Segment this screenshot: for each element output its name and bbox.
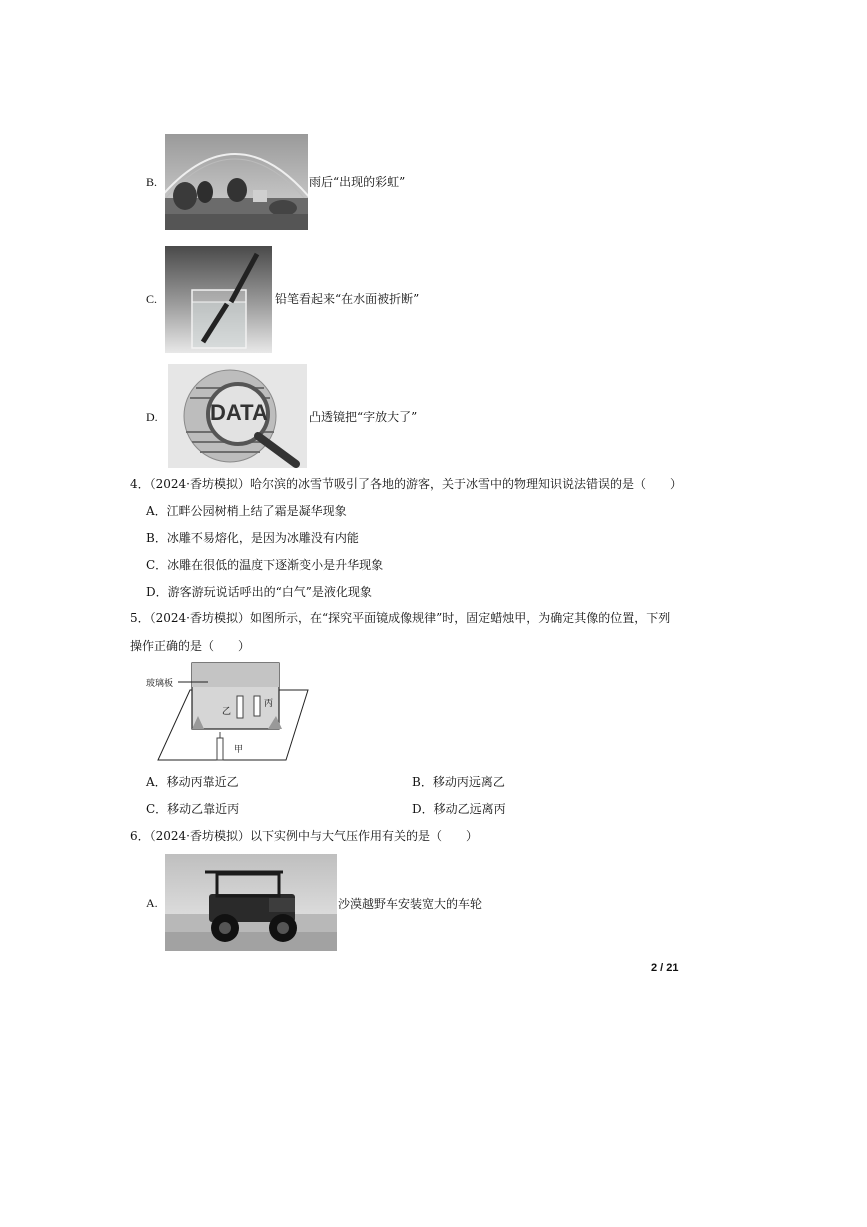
page-number: 2 / 21 [651,962,679,974]
label-yi: 乙 [222,707,232,717]
label-bing: 丙 [264,699,274,709]
q6-stem: 6．（2024·香坊模拟）以下实例中与大气压作用有关的是（ ） [130,829,478,843]
magnifier-word: DATA [210,400,268,425]
q5-option-a: A．移动丙靠近乙 [146,775,239,789]
desert-offroad-vehicle-image [165,854,337,951]
q5-stem-line1: 5．（2024·香坊模拟）如图所示，在“探究平面镜成像规律”时，固定蜡烛甲，为确定其像的位置，下列 [130,611,671,625]
q4-option-a: A．江畔公园树梢上结了霜是凝华现象 [146,504,347,518]
q4-option-d: D．游客游玩说话呼出的“白气”是液化现象 [146,585,372,599]
q3-option-c-text: 铅笔看起来“在水面被折断” [275,292,420,306]
q5-option-d: D．移动乙远离丙 [412,802,506,816]
q3-option-b-letter: B. [146,175,158,189]
q6-option-a-text: 沙漠越野车安装宽大的车轮 [338,897,483,911]
magnifier-data-image [168,364,307,468]
q6-option-a-letter: A. [146,896,158,910]
q4-stem: 4．（2024·香坊模拟）哈尔滨的冰雪节吸引了各地的游客，关于冰雪中的物理知识说法错误的是（ ） [130,477,682,491]
q3-option-d-text: 凸透镜把“字放大了” [309,410,418,424]
q4-option-c: C．冰雕在很低的温度下逐渐变小是升华现象 [146,558,384,572]
q4-option-b: B．冰雕不易熔化，是因为冰雕没有内能 [146,531,359,545]
rainbow-image [165,134,308,230]
pencil-in-water-image [165,246,272,353]
q5-option-c: C．移动乙靠近丙 [146,802,240,816]
q3-option-c-letter: C. [146,292,158,306]
q5-option-b: B．移动丙远离乙 [412,775,505,789]
plane-mirror-diagram [140,660,315,765]
q5-stem-line2: 操作正确的是（ ） [130,639,251,653]
q3-option-b-text: 雨后“出现的彩虹” [309,175,406,189]
glass-plate-label: 玻璃板 [146,679,174,689]
q3-option-d-letter: D. [146,410,158,424]
label-jia: 甲 [234,745,244,755]
